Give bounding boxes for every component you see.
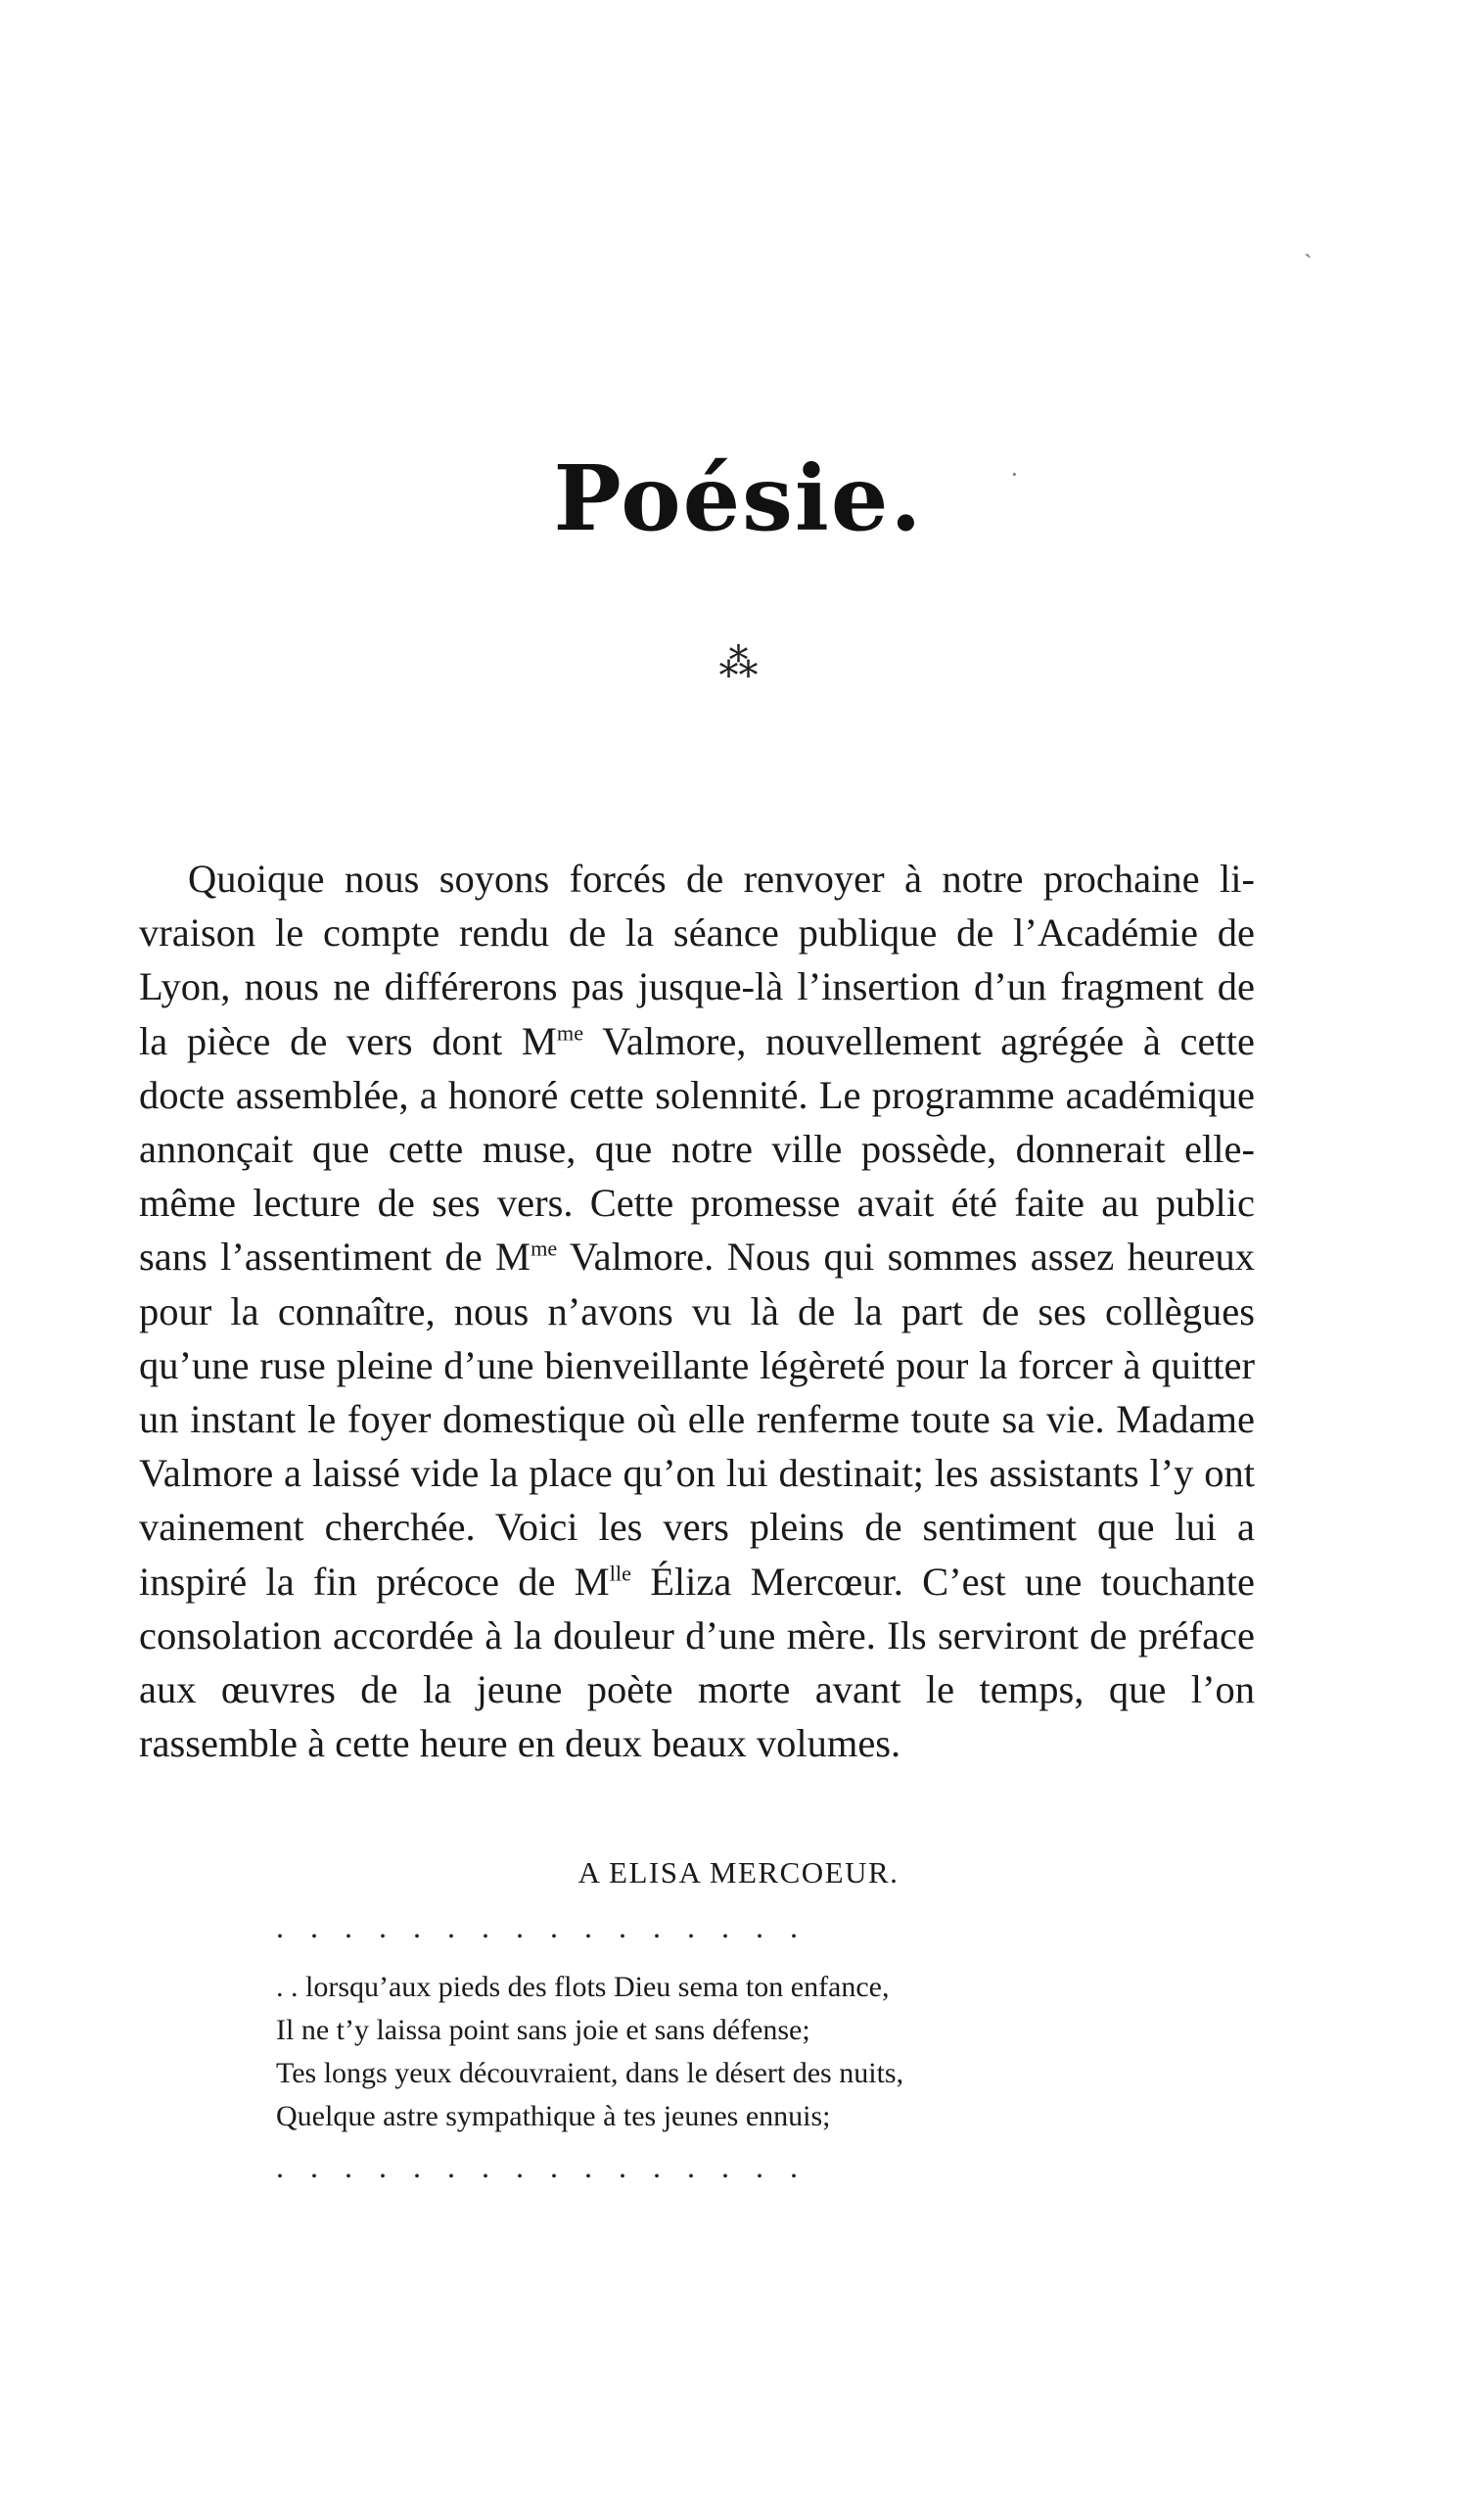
abbreviation-superscript: me: [531, 1236, 558, 1261]
poem-verse: Tes longs yeux découvraient, dans le désert des nuits,: [276, 2057, 904, 2089]
scan-speck: ˋ: [1304, 250, 1313, 278]
poem-verse: Il ne t’y laissa point sans joie et sans défense;: [276, 2014, 810, 2046]
abbreviation-superscript: lle: [609, 1561, 631, 1586]
asterism-ornament: ⁂: [718, 641, 759, 686]
poem-verse: . . lorsqu’aux pieds des flots Dieu sema ton enfance,: [276, 1971, 890, 2003]
ellipsis-row-top: ................: [276, 1909, 824, 1944]
article-paragraph: [139, 852, 1255, 1770]
ellipsis-row-bottom: ................: [276, 2149, 824, 2184]
poem-title: A ELISA MERCOEUR.: [577, 1855, 900, 1890]
paragraph-text: Quoique nous soyons forcés de renvoyer à notre prochaine livraison le compte rendu de la séance publique de l’Académie de Lyon, nous ne différerons pas jusque-là l’insertion d’un fragment de la pièce de vers dont M: [139, 857, 1255, 1063]
paragraph-text: Valmore, nouvellement agrégée à cette docte assemblée, a honoré cette solennité. Le programme académique annonçait que cette muse, que notre ville possède, donnerait elle-même lecture de ses vers. Cette promesse avait été faite au public sans l’assentiment de M: [139, 1018, 1255, 1280]
abbreviation-superscript: me: [556, 1020, 584, 1046]
paragraph-text: Éliza Mercœur. C’est une touchante consolation accordée à la douleur d’une mère. Ils serviront de préface aux œuvres de la jeune poète morte avant le temps, que l’on rassemble à cette heure en deux beaux volumes.: [139, 1559, 1256, 1766]
poem-verse: Quelque astre sympathique à tes jeunes ennuis;: [276, 2100, 831, 2132]
paragraph-text: Valmore. Nous qui sommes assez heureux pour la connaître, nous n’avons vu là de la part de ses collègues qu’une ruse pleine d’une bienveillante légèreté pour la forcer à quitter un instant le foyer domestique où elle renferme toute sa vie. Madame Valmore a laissé vide la place qu’on lui destinait; les assistants l’y ont vainement cherchée. Voici les vers pleins de sentiment que lui a inspiré la fin précoce de M: [139, 1235, 1256, 1604]
page-title: Poésie.: [553, 445, 924, 551]
poem-stanza: [276, 1966, 1059, 2138]
scan-speck: ·: [1010, 460, 1019, 489]
